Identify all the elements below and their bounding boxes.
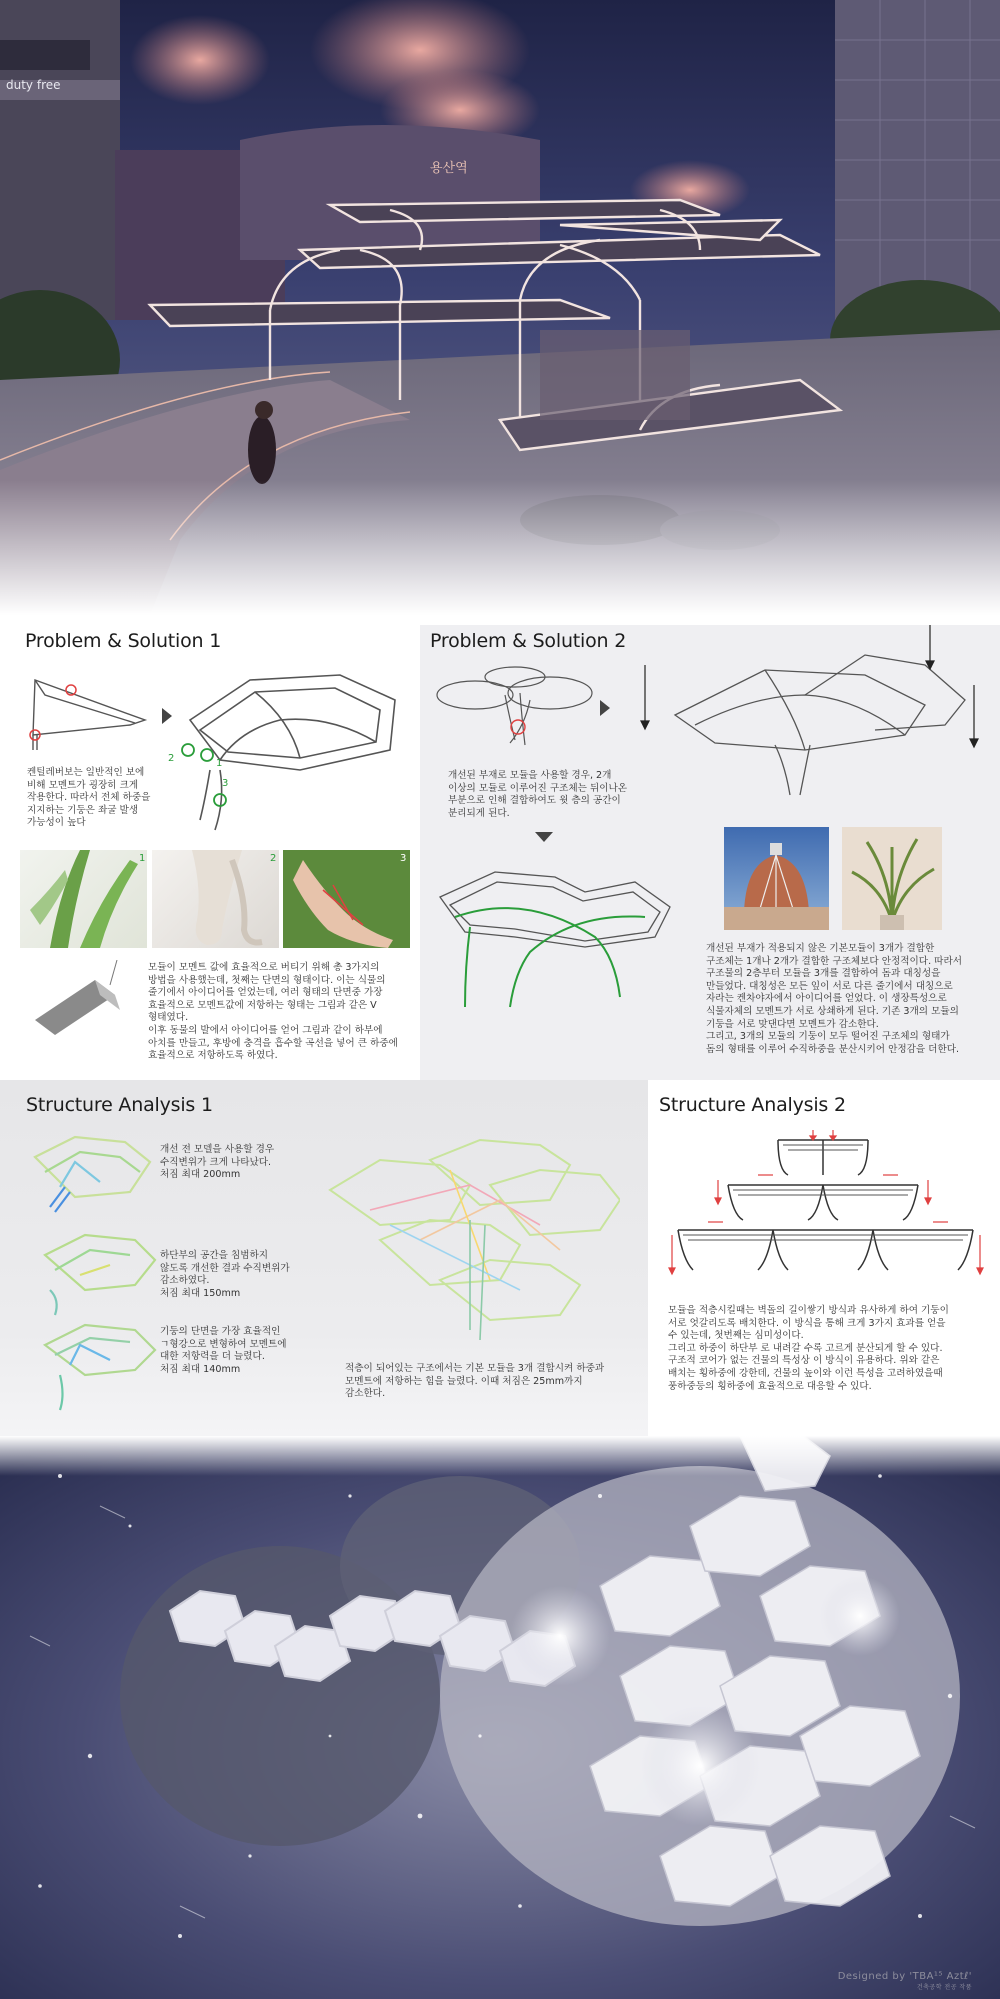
ps2-title: Problem & Solution 2: [430, 630, 627, 652]
fea-stacked-model: [320, 1130, 620, 1350]
problem-solution-1-section: [0, 620, 420, 1080]
three-module-load-sketch: [625, 625, 995, 815]
label-3: 3: [222, 778, 229, 789]
hero-fade: [0, 480, 1000, 615]
improved-module-sketch: [180, 660, 410, 840]
ps2-solution-text: 개선된 부재가 적용되지 않은 기본모듈이 3개가 결합한 구조체는 1개나 2개가 결합한 구조체보다 안정적이다. 따라서 구조물의 2층부터 모듈을 3개를 결합하여 돔과 대칭성을 만들었다. 대칭성은 모든 잎이 서로 다른 줄기에서 대칭으로 자라는 켄차야자에서 아이디어를 얻었다. 이 생장특성으로 식물자체의 모멘트가 서로 상쇄하게 된다. 기존 3개의 모듈의 기둥을 서로 맞댄다면 모멘트가 감소한다. 그리고, 3개의 모듈의 기둥이 모두 떨어진 구조체의 형태가 돔의 형태를 이루어 수직하중을 분산시키어 안정감을 더한다.: [706, 943, 962, 1055]
plan-top-fade: [0, 1436, 1000, 1476]
green-arch-module-sketch: [435, 857, 675, 1022]
ps1-solution-text: 모듈이 모멘트 값에 효율적으로 버티기 위해 총 3가지의 방법을 사용했는데, 첫째는 단면의 형태이다. 이는 식물의 줄기에서 아이디어를 얻었는데, 여러 형태의 단면중 가장 효율적으로 모멘트값에 저항하는 형태는 그림과 같은 V 형태였다. 이후 동물의 발에서 아이디어를 얻어 그림과 같이 하부에 아치를 만들고, 후방에 충격을 흡수할 곡선을 넣어 큰 하중에 효율적으로 저항하도록 하였다.: [148, 962, 398, 1062]
arrow-down-icon: [535, 832, 553, 844]
credit-main: Designed by 'TBA¹⁵ Aztℓ': [837, 1971, 972, 1982]
kentia-palm-photo: [842, 827, 942, 930]
arrow-right-icon-2: [600, 700, 612, 716]
sa1-note-4: 적층이 되어있는 구조에서는 기본 모듈을 3개 결합시켜 하중과 모멘트에 저항하는 힘을 늘렸다. 이때 처짐은 25mm까지 감소한다.: [345, 1363, 605, 1400]
photo-num-1: 1: [139, 853, 146, 864]
label-1: 1: [216, 758, 223, 769]
stacking-diagram: [668, 1130, 988, 1290]
sa2-title: Structure Analysis 2: [659, 1094, 846, 1116]
fea-model-3: [40, 1320, 160, 1415]
label-2: 2: [168, 753, 175, 764]
fea-model-2: [40, 1230, 160, 1320]
credit-sub: 건축공학 전공 작품: [916, 1984, 972, 1991]
ps1-problem-text: 켄틸레버보는 일반적인 보에 비해 모멘트가 굉장히 크게 작용한다. 따라서 전체 하중을 지지하는 기둥은 좌굴 발생 가능성이 높다: [27, 767, 151, 829]
designer-credit: [838, 1971, 972, 1991]
structure-analysis-1-section: [0, 1080, 648, 1438]
plant-stem-photo: [20, 850, 147, 948]
arrow-right-icon: [162, 708, 174, 724]
plan-view-rendering: [0, 1436, 1000, 1999]
sa1-title: Structure Analysis 1: [26, 1094, 213, 1116]
human-foot-photo: [283, 850, 410, 948]
sa1-note-1: 개선 전 모델을 사용할 경우 수직변위가 크게 나타났다. 처짐 최대 200mm: [160, 1144, 275, 1181]
sa1-note-3: 기둥의 단면을 가장 효율적인 ㄱ형강으로 변형하여 모멘트에 대한 저항력을 더 늘렸다. 처짐 최대 140mm: [160, 1326, 287, 1375]
station-sign: 용산역: [430, 161, 468, 176]
ps2-problem-text: 개선된 부재로 모듈을 사용할 경우, 2개 이상의 모듈로 이루어진 구조체는 뒤이나온 부분으로 인해 결합하여도 윗 층의 공간이 분리되게 된다.: [448, 770, 628, 819]
structure-analysis-2-section: [648, 1080, 1000, 1438]
photo-num-3: 3: [400, 853, 407, 864]
photo-num-2: 2: [270, 853, 277, 864]
sa1-note-2: 하단부의 공간을 침범하지 않도록 개선한 결과 수직변위가 감소하였다. 처짐 최대 150mm: [160, 1250, 290, 1299]
problem-solution-2-section: [420, 625, 1000, 1080]
sa2-text: 모듈을 적층시킬때는 벽돌의 길이쌓기 방식과 유사하게 하여 기둥이 서로 엇갈리도록 배치한다. 이 방식을 통해 크게 3가지 효과를 얻을 수 있는데, 첫번째는 심미성이다. 그리고 하중이 하단부 로 내려갈 수록 고르게 분산되게 할 수 있다. 구조적 코어가 없는 건물의 특성상 이 방식이 유용하다. 위와 같은 배치는 횡하중에 강한데, 건물의 높이와 이런 특성을 고려하였을때 풍하중등의 횡하중에 효율적으로 대응할 수 있다.: [668, 1305, 949, 1392]
duty-free-sign: duty free: [6, 78, 61, 92]
ps1-title: Problem & Solution 1: [25, 630, 222, 652]
plan-view-image: [0, 1436, 1000, 1999]
v-section-sketch: [25, 960, 135, 1040]
cantilever-sketch: [25, 665, 165, 750]
animal-foot-photo: [152, 850, 279, 948]
florence-dome-photo: [724, 827, 829, 930]
multi-module-sketch: [430, 665, 600, 755]
fea-model-1: [30, 1132, 155, 1217]
hero-rendering: [0, 0, 1000, 615]
